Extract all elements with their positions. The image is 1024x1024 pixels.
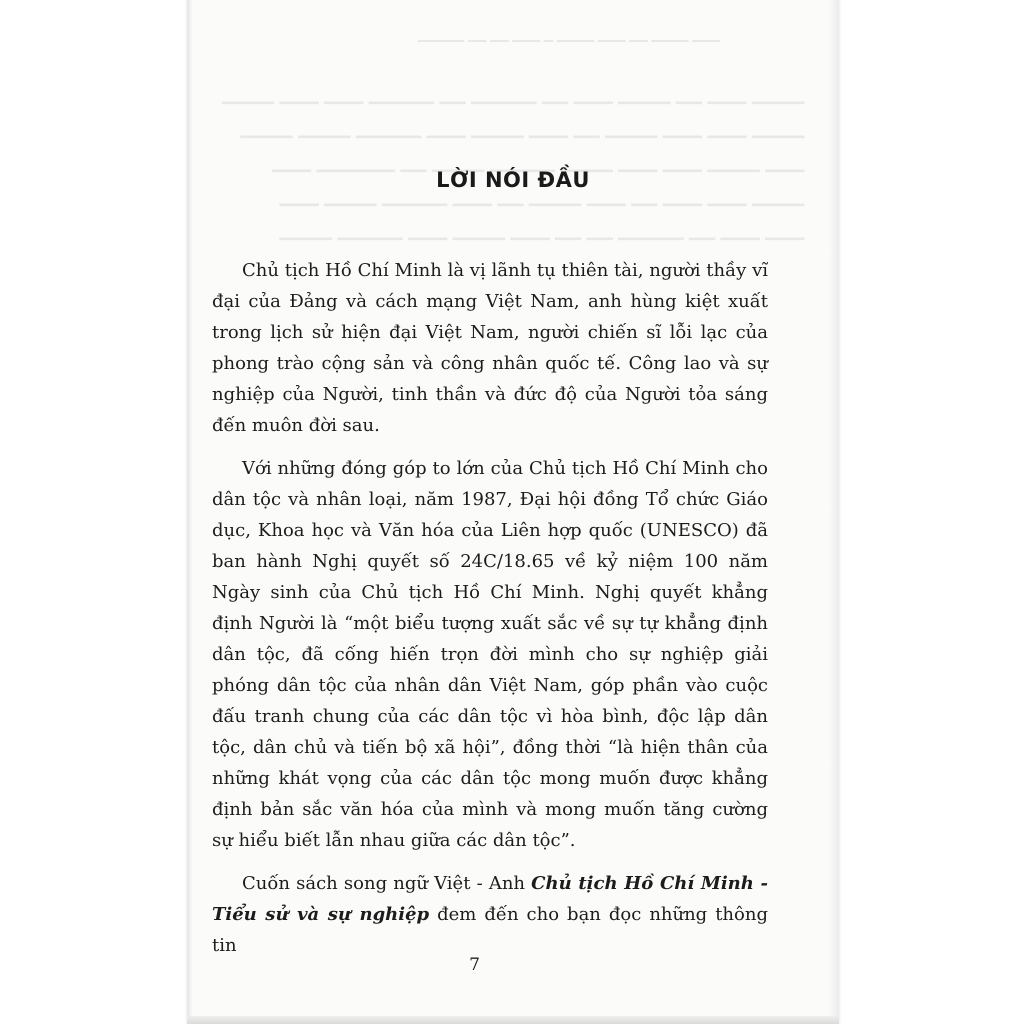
paragraph-2: Với những đóng góp to lớn của Chủ tịch Hồ Chí Minh cho dân tộc và nhân loại, năm 1987, Đại hội đồng Tổ chức Giáo dục, Khoa học và Văn hóa của Liên hợp quốc (UNESCO) đã ban hành Nghị quyết số 24C/18.65 về kỷ niệm 100 năm Ngày sinh của Chủ tịch Hồ Chí Minh. Nghị quyết khẳng định Người là “một biểu tượng xuất sắc về sự tự khẳng định dân tộc, đã cống hiến trọn đời mình cho sự nghiệp giải phóng dân tộc của nhân dân Việt Nam, góp phần vào cuộc đấu tranh chung của các dân tộc vì hòa bình, độc lập dân tộc, dân chủ và tiến bộ xã hội”, đồng thời “là hiện thân của những khát vọng của các dân tộc mong muốn được khẳng định bản sắc văn hóa của mình và mong muốn tăng cường sự hiểu biết lẫn nhau giữa các dân tộc”. bbox=[212, 458, 768, 851]
page-title: LỜI NÓI ĐẦU bbox=[436, 168, 590, 192]
paragraph-3-start: Cuốn sách song ngữ Việt - Anh bbox=[242, 873, 532, 894]
book-title: Chủ tịch Hồ Chí Minh - Tiểu sử và sự nghiệp bbox=[212, 873, 769, 925]
paragraph-3-end: đem đến cho bạn đọc những thông tin bbox=[212, 904, 768, 956]
body-text bbox=[212, 255, 768, 973]
reverse-side-header-bleed: ▁▁▁ ▁▁▁▁ ▁▁ ▁▁▁ ▁▁▁▁ ▁ ▁▁▁ ▁▁ ▁▁ ▁▁▁▁▁ bbox=[418, 28, 720, 42]
paragraph-3 bbox=[212, 868, 768, 961]
page-bottom-edge bbox=[187, 1016, 839, 1024]
paragraph-1: Chủ tịch Hồ Chí Minh là vị lãnh tụ thiên tài, người thầy vĩ đại của Đảng và cách mạng Việt Nam, anh hùng kiệt xuất trong lịch sử hiện đại Việt Nam, người chiến sĩ lỗi lạc của phong trào cộng sản và công nhân quốc tế. Công lao và sự nghiệp của Người, tinh thần và đức độ của Người tỏa sáng đến muôn đời sau. bbox=[212, 260, 768, 436]
reverse-side-text-bleed: ▁▁▁▁ ▁▁▁ ▁▁ ▁▁▁▁ ▁▁▁ ▁▁ ▁▁▁▁▁ ▁▁ ▁▁▁▁▁ ▁▁▁ ▁▁▁ ▁▁▁▁ ▁▁▁▁ ▁▁▁ ▁▁▁ ▁▁▁▁ ▁▁ ▁▁▁ ▁▁▁▁ ▁▁▁ ▁▁▁▁▁ ▁▁▁▁ ▁▁▁▁ ▁▁▁ ▁▁▁▁ ▁▁▁ ▁▁▁ ▁▁▁▁ ▁▁▁▁▁ ▁▁▁▁ ▁▁ ▁▁▁▁▁▁ ▁▁▁ ▁▁▁▁ ▁▁▁ ▁▁▁ ▁▁ ▁▁▁ ▁▁▁▁ ▁▁ ▁▁▁ ▁▁▁▁▁ ▁▁▁▁ ▁▁▁ ▁▁▁ ▁▁▁ ▁▁ ▁▁▁▁▁ ▁▁ ▁▁ ▁▁▁ ▁▁▁▁ ▁▁▁ ▁▁▁▁▁ ▁▁▁▁ bbox=[222, 85, 805, 241]
page-number: 7 bbox=[469, 955, 480, 975]
